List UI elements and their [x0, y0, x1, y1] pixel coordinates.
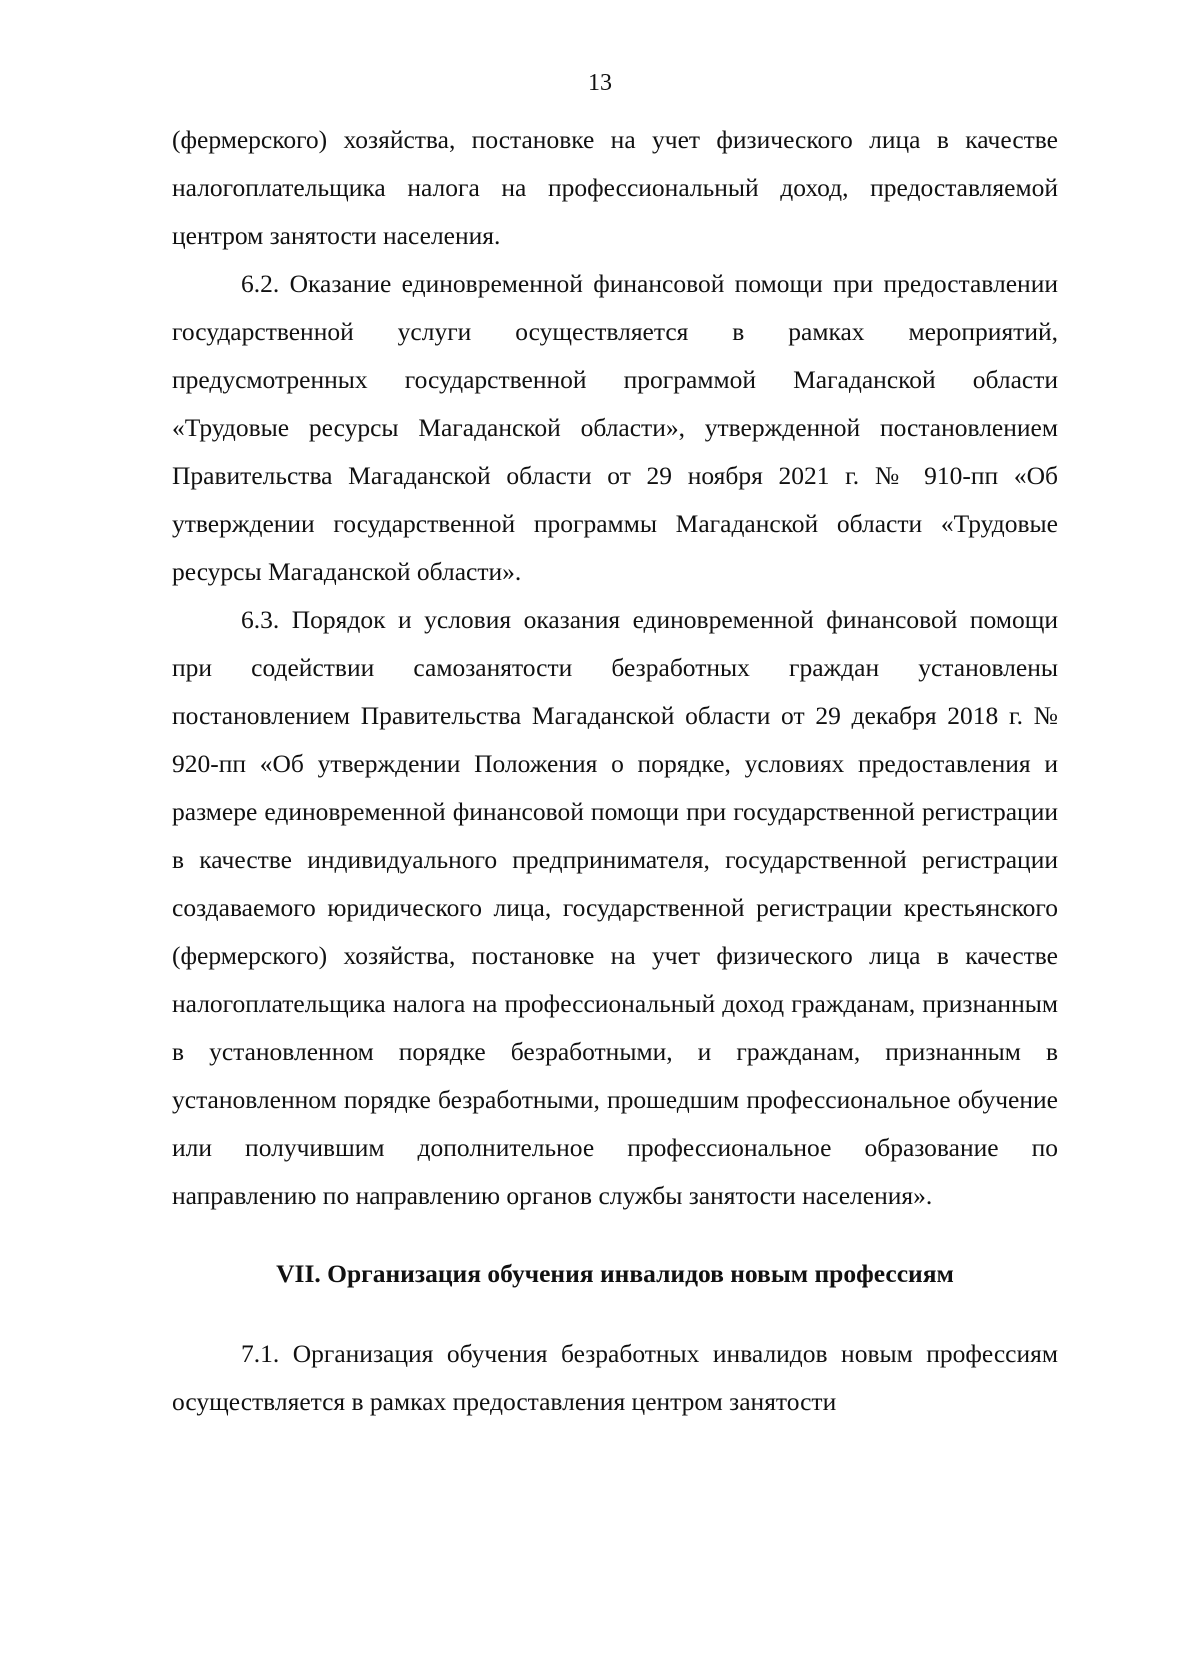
document-body [172, 116, 1058, 1426]
section-heading: VII. Организация обучения инвалидов новым профессиям [276, 1259, 954, 1288]
page-number: 13 [588, 70, 612, 96]
paragraph-7-1: 7.1. Организация обучения безработных инвалидов новым профессиям осуществляется в рамках предоставления центром занятости [172, 1339, 1058, 1416]
paragraph-continuation: (фермерского) хозяйства, постановке на учет физического лица в качестве налогоплательщика налога на профессиональный доход, предоставляемой центром занятости населения. [172, 125, 1058, 250]
paragraph-6-2: 6.2. Оказание единовременной финансовой помощи при предоставлении государственной услуги осуществляется в рамках мероприятий, предусмотренных государственной программой Магаданской области «Трудовые ресурсы Магаданской области», утвержденной постановлением Правительства Магаданской области от 29 ноября 2021 г. № 910-пп «Об утверждении государственной программы Магаданской области «Трудовые ресурсы Магаданской области». [172, 269, 1058, 586]
paragraph-6-3: 6.3. Порядок и условия оказания единовременной финансовой помощи при содействии самозанятости безработных граждан установлены постановлением Правительства Магаданской области от 29 декабря 2018 г. № 920-пп «Об утверждении Положения о порядке, условиях предоставления и размере единовременной финансовой помощи при государственной регистрации в качестве индивидуального предпринимателя, государственной регистрации создаваемого юридического лица, государственной регистрации крестьянского (фермерского) хозяйства, постановке на учет физического лица в качестве налогоплательщика налога на профессиональный доход гражданам, признанным в установленном порядке безработными, и гражданам, признанным в установленном порядке безработными, прошедшим профессиональное обучение или получившим дополнительное профессиональное образование по направлению по направлению органов службы занятости населения». [172, 605, 1058, 1210]
